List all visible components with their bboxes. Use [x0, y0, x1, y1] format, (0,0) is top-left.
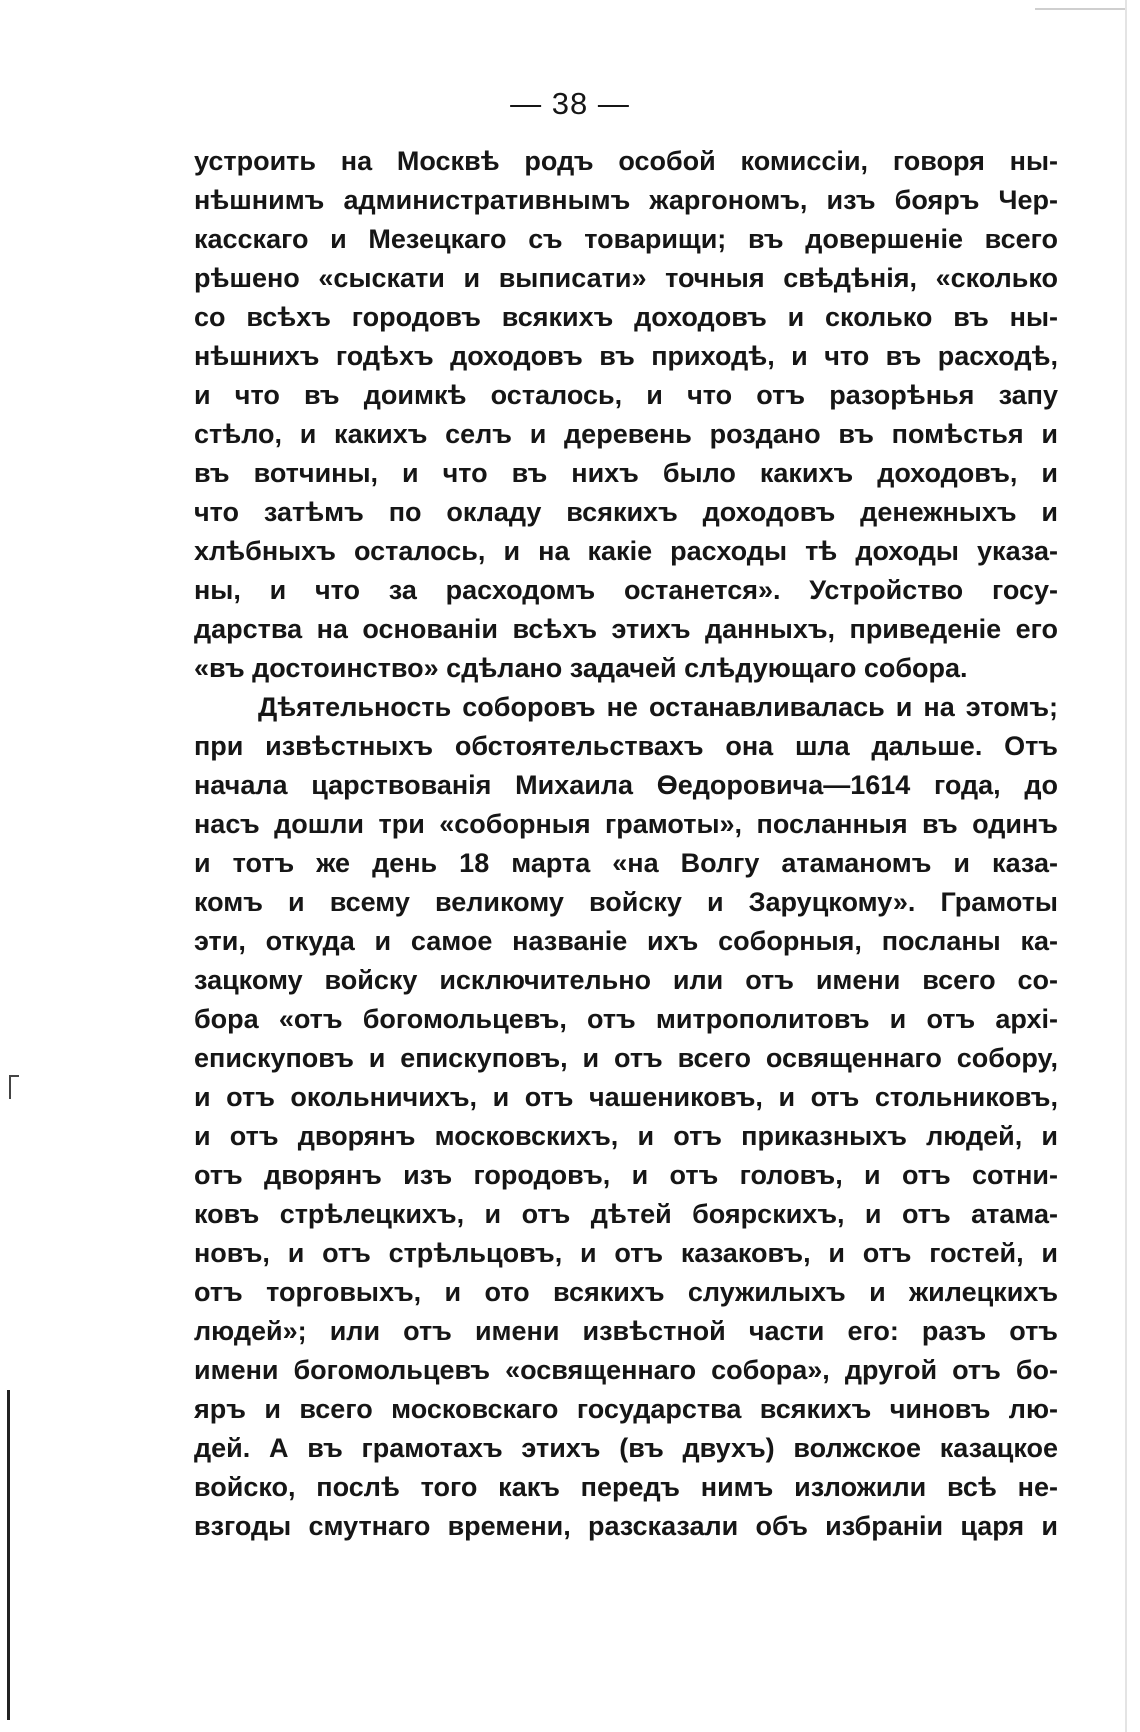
text-line: епискуповъ и епискуповъ, и отъ всего освященнаго собору,	[194, 1043, 1058, 1073]
binding-shadow	[7, 1390, 10, 1720]
text-line: людей»; или отъ имени извѣстной части его: разъ отъ	[194, 1316, 1058, 1346]
text-line: Дѣятельность соборовъ не останавливалась и на этомъ;	[258, 692, 1058, 722]
page-edge	[1125, 0, 1127, 1732]
text-line: дарства на основанiи всѣхъ этихъ данныхъ, приведенiе его	[194, 614, 1058, 644]
page-edge-top	[1035, 8, 1125, 10]
text-line: отъ дворянъ изъ городовъ, и отъ головъ, и отъ сотни-	[194, 1160, 1058, 1190]
text-line: въ вотчины, и что въ нихъ было какихъ доходовъ, и	[194, 458, 1058, 488]
page-number: — 38 —	[510, 86, 630, 121]
text-line: отъ торговыхъ, и ото всякихъ служилыхъ и жилецкихъ	[194, 1277, 1058, 1307]
text-line: хлѣбныхъ осталось, и на какiе расходы тѣ доходы указа-	[194, 536, 1058, 566]
text-line: начала царствованiя Михаила Өедоровича—1614 года, до	[194, 770, 1058, 800]
body-text	[194, 142, 1058, 1546]
text-line: нѣшнихъ годѣхъ доходовъ въ приходѣ, и что въ расходѣ,	[194, 341, 1058, 371]
text-line: бора «отъ богомольцевъ, отъ митрополитовъ и отъ архi-	[194, 1004, 1058, 1034]
text-line: устроить на Москвѣ родъ особой комиссiи, говоря ны-	[194, 146, 1058, 176]
text-line: нѣшнимъ административнымъ жаргономъ, изъ бояръ Чер-	[194, 185, 1058, 215]
text-line: «въ достоинство» сдѣлано задачей слѣдующаго собора.	[194, 653, 968, 683]
text-line: взгоды смутнаго времени, разсказали объ избранiи царя и	[194, 1511, 1058, 1541]
text-line: стѣло, и какихъ селъ и деревень роздано въ помѣстья и	[194, 419, 1058, 449]
text-line: и отъ дворянъ московскихъ, и отъ приказныхъ людей, и	[194, 1121, 1058, 1151]
text-line: войско, послѣ того какъ передъ нимъ изложили всѣ не-	[194, 1472, 1058, 1502]
text-line: что затѣмъ по окладу всякихъ доходовъ денежныхъ и	[194, 497, 1058, 527]
scan-artifact-mark	[9, 1075, 19, 1099]
text-line: комъ и всему великому войску и Заруцкому». Грамоты	[194, 887, 1058, 917]
text-line: и отъ окольничихъ, и отъ чашениковъ, и отъ стольниковъ,	[194, 1082, 1058, 1112]
text-line: эти, откуда и самое названiе ихъ соборныя, посланы ка-	[194, 926, 1058, 956]
text-line: дей. А въ грамотахъ этихъ (въ двухъ) волжское казацкое	[194, 1433, 1058, 1463]
text-line: при извѣстныхъ обстоятельствахъ она шла дальше. Отъ	[194, 731, 1058, 761]
text-line: яръ и всего московскаго государства всякихъ чиновъ лю-	[194, 1394, 1058, 1424]
text-line: ковъ стрѣлецкихъ, и отъ дѣтей боярскихъ, и отъ атама-	[194, 1199, 1058, 1229]
paragraph-2	[194, 688, 1058, 1546]
text-line: со всѣхъ городовъ всякихъ доходовъ и сколько въ ны-	[194, 302, 1058, 332]
text-line: зацкому войску исключительно или отъ имени всего со-	[194, 965, 1058, 995]
paragraph-1	[194, 142, 1058, 688]
text-line: и что въ доимкѣ осталось, и что отъ разорѣнья запу	[194, 380, 1058, 410]
text-line: имени богомольцевъ «освященнаго собора», другой отъ бо-	[194, 1355, 1058, 1385]
text-line: и тотъ же день 18 марта «на Волгу атаманомъ и каза-	[194, 848, 1058, 878]
text-line: насъ дошли три «соборныя грамоты», посланныя въ одинъ	[194, 809, 1058, 839]
text-line: касскаго и Мезецкаго съ товарищи; въ довершенiе всего	[194, 224, 1058, 254]
text-line: рѣшено «сыскати и выписати» точныя свѣдѣнiя, «сколько	[194, 263, 1058, 293]
text-line: ны, и что за расходомъ останется». Устройство госу-	[194, 575, 1058, 605]
text-line: новъ, и отъ стрѣльцовъ, и отъ казаковъ, и отъ гостей, и	[194, 1238, 1058, 1268]
